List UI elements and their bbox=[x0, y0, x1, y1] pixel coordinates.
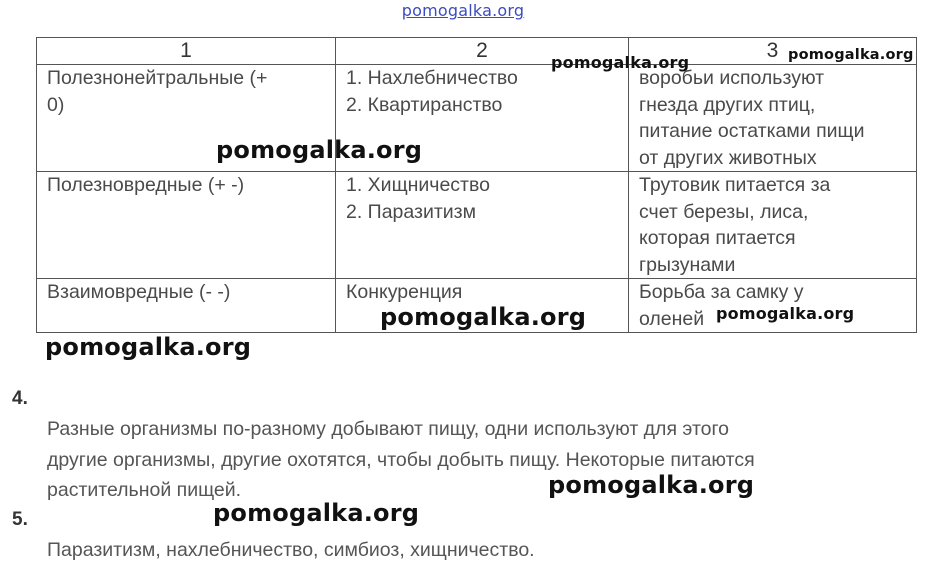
cell-text-line: Трутовик питается за bbox=[639, 174, 831, 196]
column-header-3: 3 bbox=[629, 38, 917, 65]
cell-text-line: оленей bbox=[639, 307, 705, 330]
relationship-type-cell bbox=[37, 279, 336, 333]
column-header-1: 1 bbox=[37, 38, 336, 65]
watermark: pomogalka.org bbox=[788, 47, 914, 63]
relationship-example-cell bbox=[629, 172, 917, 279]
cell-text-line: питание остатками пищи bbox=[639, 120, 865, 142]
site-link[interactable]: pomogalka.org bbox=[401, 1, 525, 20]
cell-text-line: грызунами bbox=[639, 253, 736, 276]
cell-text-line: Взаимовредные (- -) bbox=[47, 281, 231, 303]
cell-text-line: Полезновредные (+ -) bbox=[47, 174, 245, 196]
table-row bbox=[37, 65, 917, 172]
cell-text-line: 2. Паразитизм bbox=[346, 200, 477, 223]
cell-text-line: 1. Хищничество bbox=[346, 174, 490, 196]
watermark: pomogalka.org bbox=[45, 333, 252, 361]
watermark: pomogalka.org bbox=[548, 471, 755, 499]
paragraph-line: растительной пищей. bbox=[47, 479, 242, 501]
relationships-table bbox=[36, 37, 917, 333]
relationship-example-cell bbox=[629, 65, 917, 172]
relationship-type-cell bbox=[37, 172, 336, 279]
relationship-forms-cell bbox=[336, 172, 629, 279]
column-header-2: 2 bbox=[336, 38, 629, 65]
table-row bbox=[37, 172, 917, 279]
cell-text-line: от других животных bbox=[639, 146, 817, 169]
cell-text-line: Полезнонейтральные (+ bbox=[47, 67, 268, 89]
answer-number-4: 4. bbox=[12, 388, 28, 409]
paragraph-line: Разные организмы по-разному добывают пищу, одни используют для этого bbox=[47, 418, 730, 440]
watermark: pomogalka.org bbox=[551, 53, 690, 72]
watermark: pomogalka.org bbox=[380, 303, 587, 331]
answer-number-5: 5. bbox=[12, 509, 28, 530]
cell-text-line: 2. Квартиранство bbox=[346, 93, 503, 116]
cell-text-line: счет березы, лиса, bbox=[639, 200, 809, 223]
table-header-row bbox=[37, 38, 917, 65]
cell-text-line: Конкуренция bbox=[346, 281, 463, 303]
watermark: pomogalka.org bbox=[213, 499, 420, 527]
answer-5-text bbox=[47, 535, 535, 566]
cell-text-line: которая питается bbox=[639, 227, 796, 249]
cell-text-line: Борьба за самку у bbox=[639, 281, 804, 303]
cell-text-line: 0) bbox=[47, 93, 65, 116]
paragraph-line: другие организмы, другие охотятся, чтобы добыть пищу. Некоторые питаются bbox=[47, 448, 755, 471]
cell-text-line: воробьи используют bbox=[639, 67, 825, 89]
watermark: pomogalka.org bbox=[716, 304, 855, 323]
cell-text-line: гнезда других птиц, bbox=[639, 93, 816, 116]
watermark: pomogalka.org bbox=[216, 136, 423, 164]
paragraph-line: Паразитизм, нахлебничество, симбиоз, хищничество. bbox=[47, 539, 535, 561]
cell-text-line: 1. Нахлебничество bbox=[346, 67, 518, 89]
